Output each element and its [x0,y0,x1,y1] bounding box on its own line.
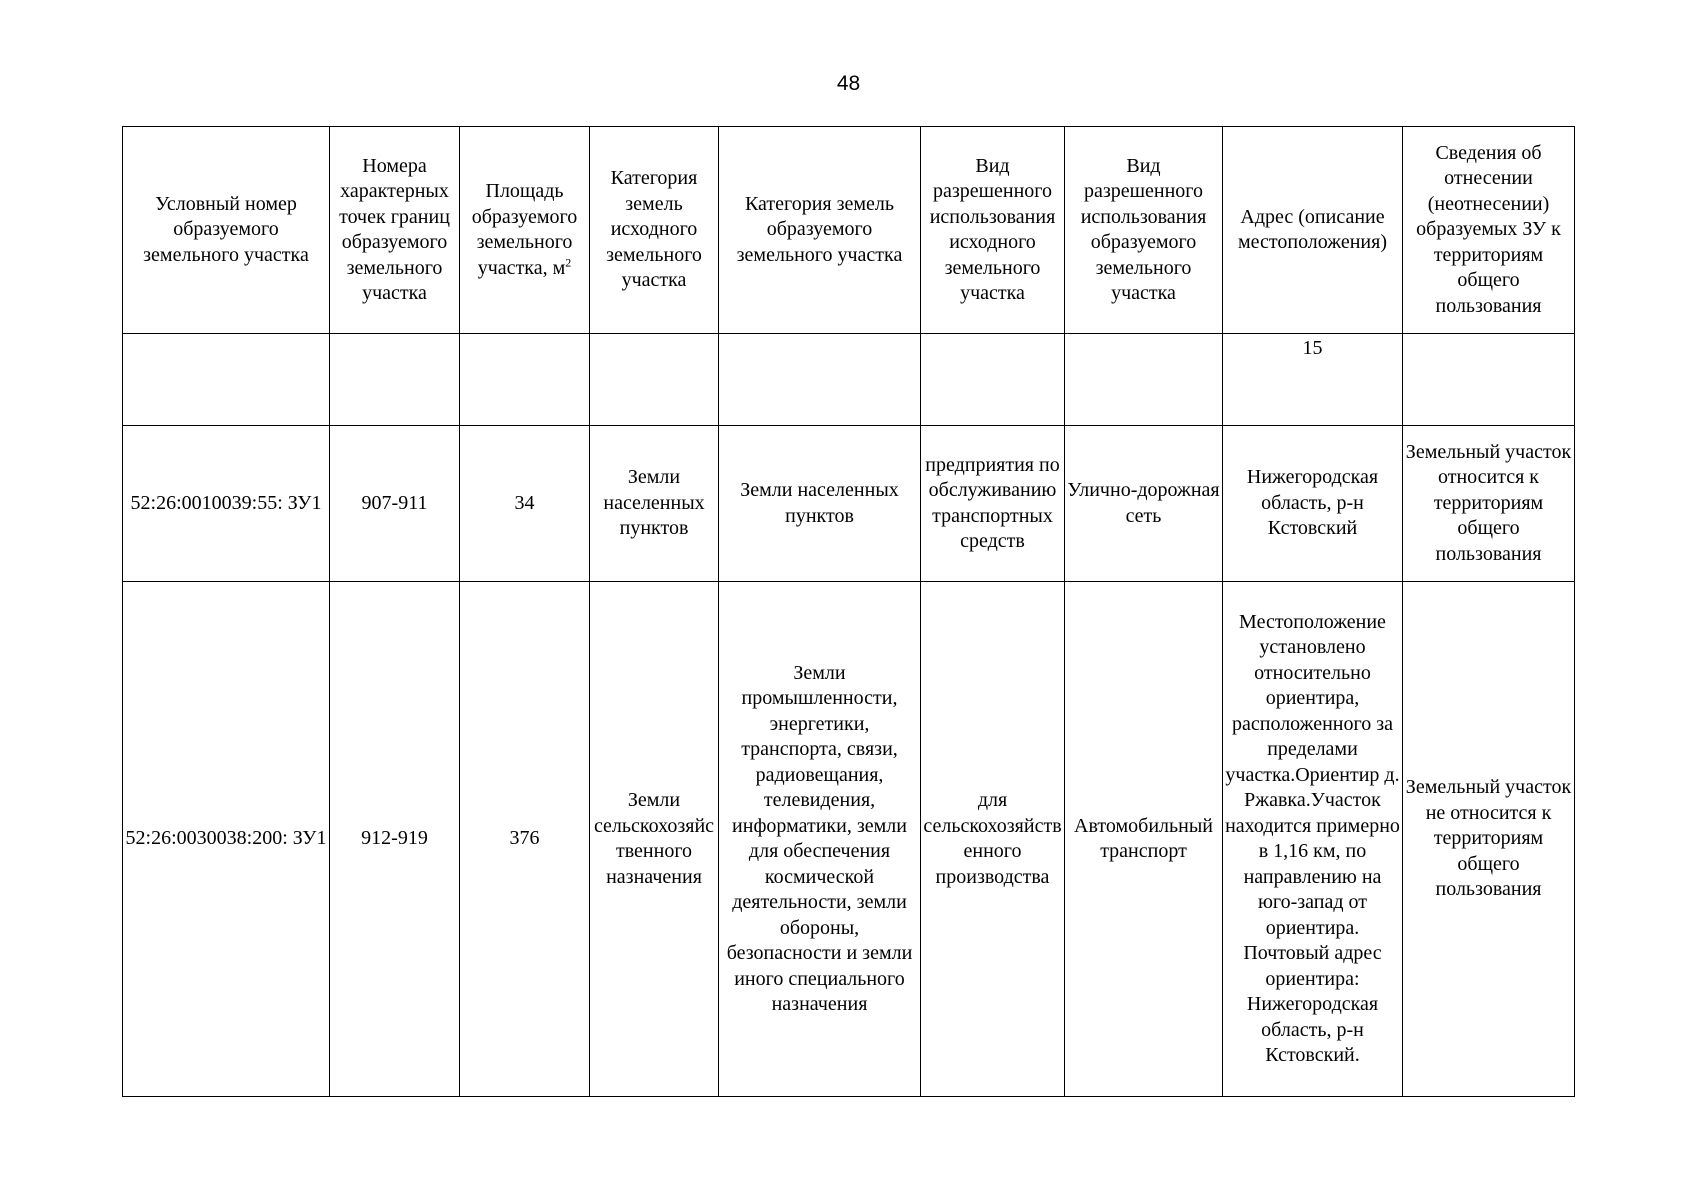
source-category-cell: Земли населенных пунктов [590,426,719,582]
address-cell: Местоположение установлено относительно ориентира, расположенного за пределами участка.Ориентир д. Ржавка.Участок находится примерно в 1,16 км, по направлению на юго-запад от ориентира. Почтовый адрес ориентира: Нижегородская область, р-н Кстовский. [1223,582,1403,1097]
public-status-cell: Земельный участок не относится к территориям общего пользования [1403,582,1575,1097]
source-use-cell: предприятия по обслуживанию транспортных средств [921,426,1065,582]
area-unit-superscript: 2 [565,254,572,269]
table-row [123,426,1575,582]
new-category-cell: Земли промышленности, энергетики, транспорта, связи, радиовещания, телевидения, информатики, земли для обеспечения космической деятельности, земли обороны, безопасности и земли иного специального назначения [719,582,921,1097]
table-row [123,582,1575,1097]
area-cell: 34 [460,426,590,582]
address-cell: Нижегородская область, р-н Кстовский [1223,426,1403,582]
header-address: Адрес (описание местоположения) [1223,127,1403,334]
area-cell: 376 [460,582,590,1097]
points-cell: 907-911 [330,426,460,582]
table-header-row [123,127,1575,334]
source-use-cell: для сельскохозяйственного производства [921,582,1065,1097]
header-new-category: Категория земель образуемого земельного участка [719,127,921,334]
table-row [123,334,1575,426]
page-number: 48 [836,72,861,95]
plot-number-cell: 52:26:0030038:200: ЗУ1 [123,582,330,1097]
plot-number-cell: 52:26:0010039:55: ЗУ1 [123,426,330,582]
new-use-cell: Улично-дорожная сеть [1065,426,1223,582]
header-public-status: Сведения об отнесении (неотнесении) образуемых ЗУ к территориям общего пользования [1403,127,1575,334]
header-plot-number: Условный номер образуемого земельного участка [123,127,330,334]
header-source-use: Вид разрешенного использования исходного земельного участка [921,127,1065,334]
header-new-use: Вид разрешенного использования образуемого земельного участка [1065,127,1223,334]
land-plots-table [122,126,1575,1097]
index-cell: 15 [1223,334,1403,426]
header-boundary-points: Номера характерных точек границ образуемого земельного участка [330,127,460,334]
source-category-cell: Земли сельскохозяйственного назначения [590,582,719,1097]
header-source-category: Категория земель исходного земельного участка [590,127,719,334]
points-cell: 912-919 [330,582,460,1097]
public-status-cell: Земельный участок относится к территориям общего пользования [1403,426,1575,582]
new-use-cell: Автомобильный транспорт [1065,582,1223,1097]
new-category-cell: Земли населенных пунктов [719,426,921,582]
header-area: Площадь образуемого земельного участка, $м^2$ [460,127,590,334]
